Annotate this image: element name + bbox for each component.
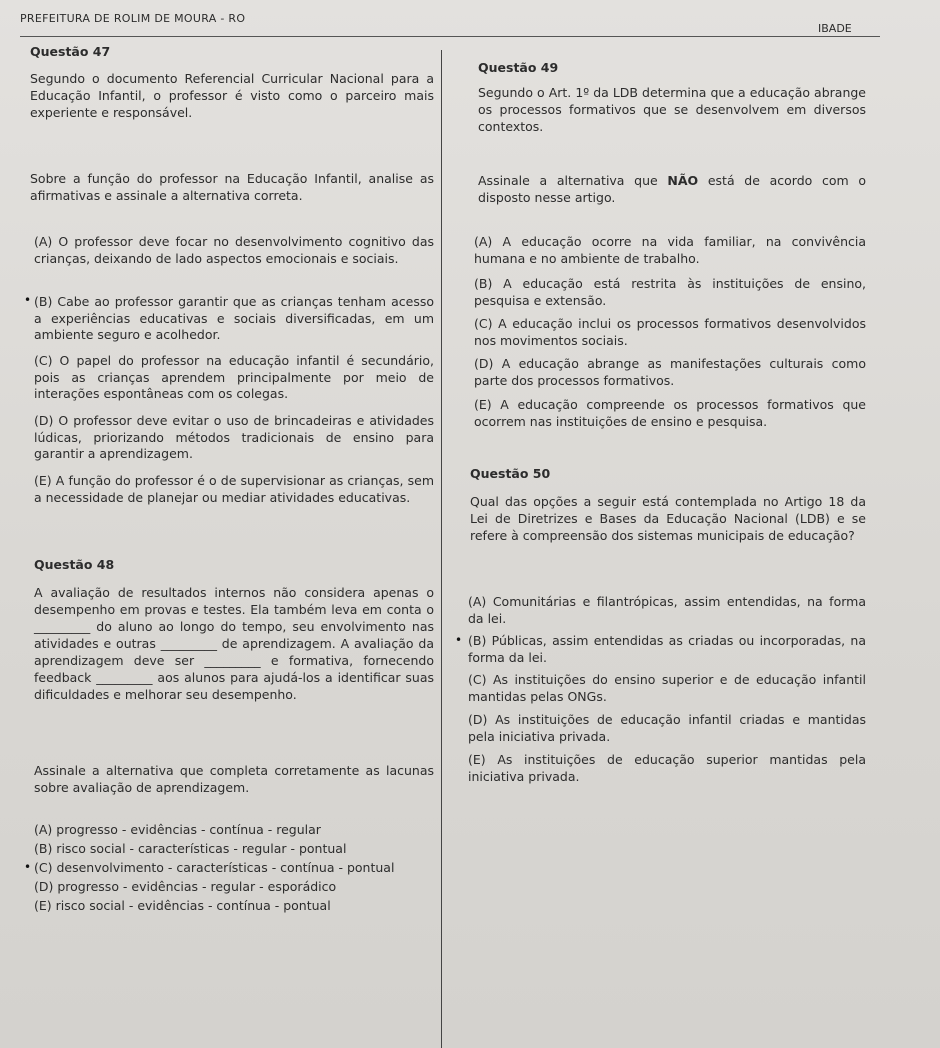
q49-prompt-start: Assinale a alternativa que: [478, 173, 658, 188]
q49-prompt-end: está de acordo com o disposto nesse artigo.: [478, 173, 866, 205]
q47-option-b[interactable]: (B) Cabe ao professor garantir que as crianças tenham acesso a experiências educativas e sociais diversificadas, em um ambiente seguro e acolhedor.: [34, 294, 434, 342]
q49-option-d[interactable]: (D) A educação abrange as manifestações culturais como parte dos processos formativos.: [474, 356, 866, 388]
column-divider: [441, 50, 442, 1048]
q47-option-e[interactable]: (E) A função do professor é o de supervisionar as crianças, sem a necessidade de planejar ou mediar atividades educativas.: [34, 473, 434, 505]
q49-option-b[interactable]: (B) A educação está restrita às instituições de ensino, pesquisa e extensão.: [474, 276, 866, 308]
q48-prompt: Assinale a alternativa que completa corretamente as lacunas sobre avaliação de aprendizagem.: [34, 763, 434, 795]
q47-intro: Segundo o documento Referencial Curricular Nacional para a Educação Infantil, o professor é visto como o parceiro mais experiente e responsável.: [30, 71, 434, 120]
q47-option-d[interactable]: (D) O professor deve evitar o uso de brincadeiras e atividades lúdicas, priorizando métodos tradicionais de ensino para garantir a aprendizagem.: [34, 413, 434, 461]
q50-option-e[interactable]: (E) As instituições de educação superior mantidas pela iniciativa privada.: [468, 752, 866, 784]
q49-prompt-emphasis: NÃO: [667, 173, 699, 188]
q50-title: Questão 50: [470, 466, 551, 481]
q48-option-e[interactable]: (E) risco social - evidências - contínua - pontual: [34, 898, 331, 913]
q47-prompt: Sobre a função do professor na Educação Infantil, analise as afirmativas e assinale a alternativa correta.: [30, 171, 434, 203]
q50-option-b[interactable]: (B) Públicas, assim entendidas as criadas ou incorporadas, na forma da lei.: [468, 633, 866, 665]
q48-option-b[interactable]: (B) risco social - características - regular - pontual: [34, 841, 347, 856]
q50-option-a[interactable]: (A) Comunitárias e filantrópicas, assim entendidas, na forma da lei.: [468, 594, 866, 626]
q50-option-c[interactable]: (C) As instituições do ensino superior e de educação infantil mantidas pelas ONGs.: [468, 672, 866, 704]
q49-intro: Segundo o Art. 1º da LDB determina que a educação abrange os processos formativos que se desenvolvem em diversos contextos.: [478, 85, 866, 134]
q49-option-e[interactable]: (E) A educação compreende os processos formativos que ocorrem nas instituições de ensino e pesquisa.: [474, 397, 866, 429]
q48-option-a[interactable]: (A) progresso - evidências - contínua - regular: [34, 822, 321, 837]
q50-option-d[interactable]: (D) As instituições de educação infantil criadas e mantidas pela iniciativa privada.: [468, 712, 866, 744]
header-organizer: IBADE: [818, 22, 852, 35]
q47-option-c[interactable]: (C) O papel do professor na educação infantil é secundário, pois as crianças aprendem principalmente por meio de interações espontâneas com os colegas.: [34, 353, 434, 401]
header-institution: PREFEITURA DE ROLIM DE MOURA - RO: [20, 12, 246, 25]
q47-title: Questão 47: [30, 44, 111, 59]
q49-prompt: [478, 172, 866, 206]
header-rule: [20, 36, 880, 37]
q48-option-d[interactable]: (D) progresso - evidências - regular - esporádico: [34, 879, 337, 894]
q49-option-a[interactable]: (A) A educação ocorre na vida familiar, na convivência humana e no ambiente de trabalho.: [474, 234, 866, 266]
bullet-mark-icon: •: [24, 860, 32, 874]
bullet-mark-icon: •: [24, 293, 32, 307]
q50-intro: Qual das opções a seguir está contemplada no Artigo 18 da Lei de Diretrizes e Bases da Educação Nacional (LDB) e se refere à compreensão dos sistemas municipais de educação?: [470, 494, 866, 543]
q49-title: Questão 49: [478, 60, 559, 75]
q47-option-a[interactable]: (A) O professor deve focar no desenvolvimento cognitivo das crianças, deixando de lado aspectos emocionais e sociais.: [34, 234, 434, 266]
q49-option-c[interactable]: (C) A educação inclui os processos formativos desenvolvidos nos movimentos sociais.: [474, 316, 866, 348]
q48-option-c[interactable]: (C) desenvolvimento - características - contínua - pontual: [34, 860, 395, 875]
q48-title: Questão 48: [34, 557, 115, 572]
q48-intro: A avaliação de resultados internos não considera apenas o desempenho em provas e testes. Ela também leva em conta o _________ do aluno ao longo do tempo, seu envolvimento nas atividades e outras _________ de aprendizagem. A avaliação da aprendizagem deve ser _________ e formativa, fornecendo feedback _________ aos alunos para ajudá-los a identificar suas dificuldades e melhorar seu desempenho.: [34, 585, 434, 702]
bullet-mark-icon: •: [455, 633, 463, 647]
